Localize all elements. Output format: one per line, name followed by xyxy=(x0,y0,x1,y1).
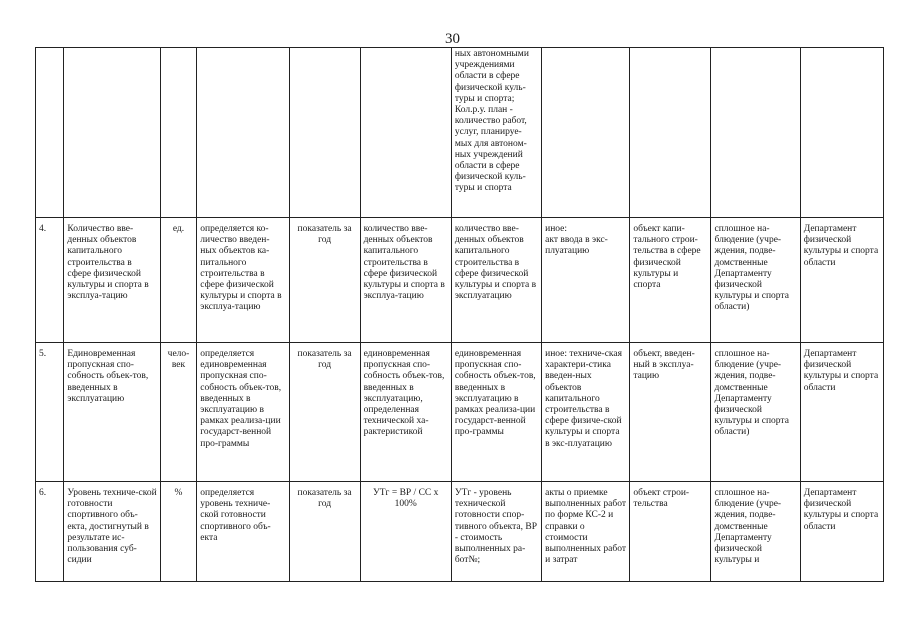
table-row xyxy=(36,218,884,343)
collection-method: сплошное на-блюдение (учре-ждения, подве-домственные Департаменту физической культуры и xyxy=(711,482,800,582)
collection-method: сплошное на-блюдение (учре-ждения, подве-домственные Департаменту физической культуры и спорта области) xyxy=(711,343,800,482)
period: показатель за год xyxy=(289,218,360,343)
formula xyxy=(360,48,451,218)
data-source: иное: акт ввода в экс-плуатацию xyxy=(542,218,630,343)
row-number: 6. xyxy=(36,482,64,582)
indicator-name: Уровень техниче-ской готовности спортивного объ-екта, достигнутый в результате ис-пользования суб-сидии xyxy=(64,482,160,582)
observation-object: объект капи-тального строи-тельства в сфере физической культуры и спорта xyxy=(630,218,711,343)
indicator-name xyxy=(64,48,160,218)
basic-indicators: единовременная пропускная спо-собность объек-тов, введенных в эксплуатацию в рамках реализа-ции государст-венной про-граммы xyxy=(451,343,541,482)
page-number: 30 xyxy=(445,31,460,47)
formula: единовременная пропускная спо-собность объек-тов, введенных в эксплуатацию, определенная технической ха-рактеристикой xyxy=(360,343,451,482)
formula: количество вве-денных объектов капитального строительства в сфере физической культуры и спорта в эксплуа-тацию xyxy=(360,218,451,343)
observation-object xyxy=(630,48,711,218)
definition: определяется уровень техниче-ской готовности спортивного объ-екта xyxy=(197,482,289,582)
collection-method: сплошное на-блюдение (учре-ждения, подве-домственные Департаменту физической культуры и спорта области) xyxy=(711,218,800,343)
basic-indicators: ных автономными учреждениями области в сфере физической куль-туры и спорта; Кол.р.у. план - количество работ, услуг, планируе-мых для автоном-ных учреждений области в сфере физической куль-туры и спорта xyxy=(451,48,541,218)
basic-indicators: количество вве-денных объектов капитального строительства в сфере физической культуры и спорта в эксплуатацию xyxy=(451,218,541,343)
table-row xyxy=(36,343,884,482)
table-row xyxy=(36,482,884,582)
row-number xyxy=(36,48,64,218)
responsible xyxy=(800,48,883,218)
indicator-name: Единовременная пропускная спо-собность объек-тов, введенных в эксплуатацию xyxy=(64,343,160,482)
definition: определяется единовременная пропускная спо-собность объек-тов, введенных в эксплуатацию в рамках реализа-ции государст-венной про-граммы xyxy=(197,343,289,482)
data-source: иное: техниче-ская характери-стика введен-ных объектов капитального строительства в сфере физиче-ской культуры и спорта в экс-плуатацию xyxy=(542,343,630,482)
responsible: Департамент физической культуры и спорта области xyxy=(800,218,883,343)
unit: чело-век xyxy=(160,343,197,482)
responsible: Департамент физической культуры и спорта области xyxy=(800,482,883,582)
observation-object: объект, введен-ный в эксплуа-тацию xyxy=(630,343,711,482)
period xyxy=(289,48,360,218)
indicator-name: Количество вве-денных объектов капитального строительства в сфере физической культуры и спорта в эксплуа-тацию xyxy=(64,218,160,343)
data-source xyxy=(542,48,630,218)
unit: ед. xyxy=(160,218,197,343)
formula: УТг = ВР / СС х 100% xyxy=(360,482,451,582)
definition: определяется ко-личество введен-ных объектов ка-питального строительства в сфере физической культуры и спорта в эксплуа-тацию xyxy=(197,218,289,343)
row-number: 5. xyxy=(36,343,64,482)
observation-object: объект строи-тельства xyxy=(630,482,711,582)
indicators-table xyxy=(35,47,884,582)
period: показатель за год xyxy=(289,343,360,482)
basic-indicators: УТг - уровень технической готовности спор-тивного объекта, ВР - стоимость выполненных ра-бот№; xyxy=(451,482,541,582)
collection-method xyxy=(711,48,800,218)
table-row xyxy=(36,48,884,218)
data-source: акты о приемке выполненных работ по форме КС-2 и справки о стоимости выполненных работ и затрат xyxy=(542,482,630,582)
definition xyxy=(197,48,289,218)
unit xyxy=(160,48,197,218)
period: показатель за год xyxy=(289,482,360,582)
responsible: Департамент физической культуры и спорта области xyxy=(800,343,883,482)
row-number: 4. xyxy=(36,218,64,343)
unit: % xyxy=(160,482,197,582)
